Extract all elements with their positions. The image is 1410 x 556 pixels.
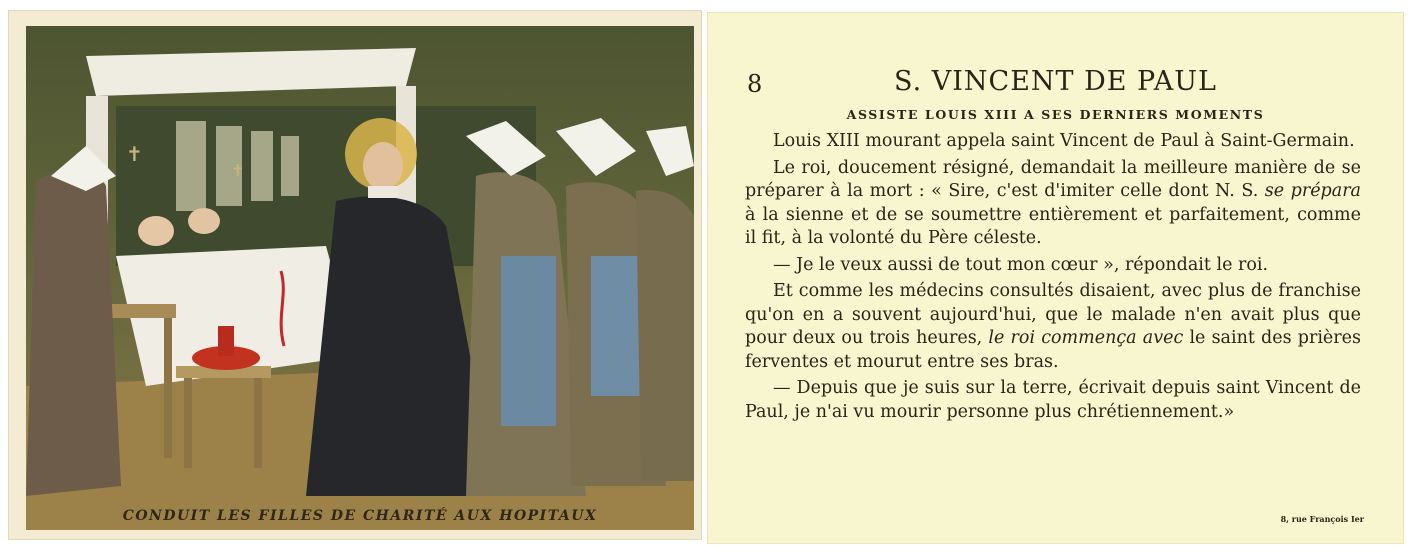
nun-cornette xyxy=(556,118,636,176)
saint-head xyxy=(363,142,403,190)
paragraph: Le roi, doucement résigné, demandait la meilleure manière de se préparer à la mort : « Sire, c'est d'imiter celle dont N. S. se prépara à la sienne et de se soumettre entièrement et parfaitement, comme il fit, à la volonté du Père céleste. xyxy=(745,157,1361,248)
nun-cornette xyxy=(646,126,694,176)
nun-figure xyxy=(26,170,121,496)
paragraph: — Depuis que je suis sur la terre, écrivait depuis saint Vincent de Paul, je n'ai vu mourir personne plus chrétiennement.» xyxy=(745,378,1361,422)
patient-head xyxy=(138,216,174,246)
card-title: S. VINCENT DE PAUL xyxy=(894,66,1217,97)
pitcher xyxy=(218,326,234,356)
paragraph: Louis XIII mourant appela saint Vincent de Paul à Saint-Germain. xyxy=(773,131,1355,151)
bed-canopy xyxy=(86,48,416,96)
body-text xyxy=(745,130,1361,424)
paragraph: Et comme les médecins consultés disaient, avec plus de franchise qu'on en a souvent aujourd'hui, que le malade n'en avait plus que pour deux ou trois heures, le roi commença avec le saint des prières ferventes et mourut entre ses bras. xyxy=(745,281,1361,372)
collar xyxy=(368,186,398,198)
nun-apron xyxy=(501,256,556,426)
text-card xyxy=(707,12,1404,544)
illustration-caption: CONDUIT LES FILLES DE CHARITÉ AUX HOPITAUX xyxy=(122,508,598,524)
illustration xyxy=(26,26,694,530)
patient-head xyxy=(188,208,220,234)
paragraph: — Je le veux aussi de tout mon cœur », répondait le roi. xyxy=(773,254,1269,275)
cross-icon: ✝ xyxy=(126,142,143,166)
hospital-scene xyxy=(26,26,694,530)
nun-figure xyxy=(636,190,694,481)
card-subtitle: ASSISTE LOUIS XIII A SES DERNIERS MOMENTS xyxy=(846,107,1265,122)
illustration-card xyxy=(8,10,702,540)
cross-icon: ✝ xyxy=(231,161,245,180)
card-number: 8 xyxy=(747,70,763,98)
printer-mark: 8, rue François Ier xyxy=(1280,514,1364,524)
